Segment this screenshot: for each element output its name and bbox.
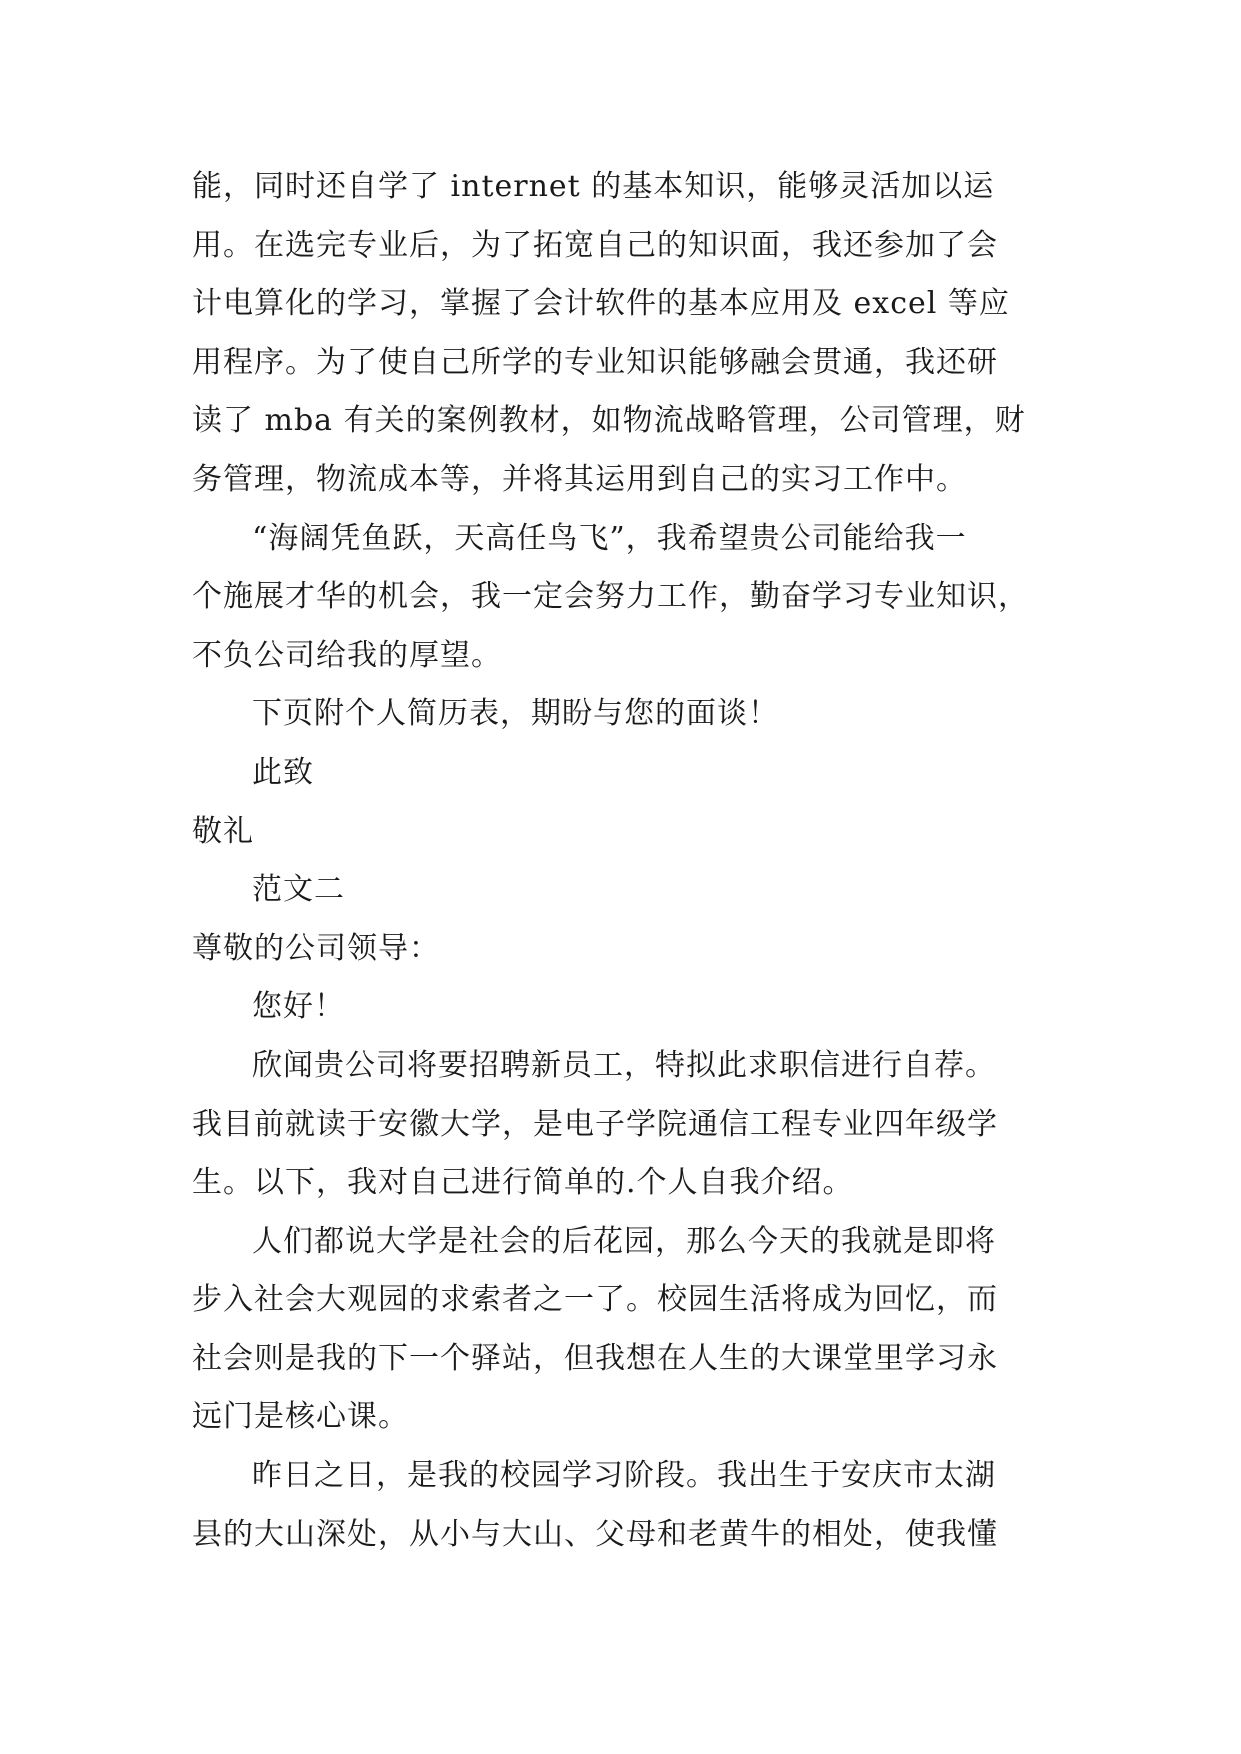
closing-salutation: 此致 bbox=[252, 754, 314, 790]
text-line: 用程序。为了使自己所学的专业知识能够融会贯通，我还研 bbox=[192, 344, 998, 380]
text-line: 计电算化的学习，掌握了会计软件的基本应用及 excel 等应 bbox=[192, 286, 1010, 322]
letter-body bbox=[192, 158, 1072, 1564]
paragraph-first-line: 欣闻贵公司将要招聘新员工，特拟此求职信进行自荐。 bbox=[252, 1047, 996, 1083]
text-line: 务管理，物流成本等，并将其运用到自己的实习工作中。 bbox=[192, 461, 967, 497]
greeting-line: 您好！ bbox=[252, 989, 345, 1025]
text-line: 步入社会大观园的求索者之一了。校园生活将成为回忆，而 bbox=[192, 1282, 998, 1318]
text-line: 能，同时还自学了 internet 的基本知识，能够灵活加以运 bbox=[192, 169, 995, 204]
text-line: 个施展才华的机会，我一定会努力工作，勤奋学习专业知识， bbox=[192, 579, 1029, 615]
letter-greeting: 尊敬的公司领导： bbox=[192, 930, 440, 966]
text-line: 读了 mba 有关的案例教材，如物流战略管理，公司管理，财 bbox=[192, 403, 1026, 439]
paragraph-first-line: 人们都说大学是社会的后花园，那么今天的我就是即将 bbox=[252, 1223, 996, 1259]
paragraph-first-line: “海阔凭鱼跃，天高任鸟飞”，我希望贵公司能给我一 bbox=[252, 520, 967, 556]
text-line: 生。以下，我对自己进行简单的.个人自我介绍。 bbox=[192, 1165, 854, 1201]
text-line: 远门是核心课。 bbox=[192, 1399, 409, 1435]
text-line: 社会则是我的下一个驿站，但我想在人生的大课堂里学习永 bbox=[192, 1340, 998, 1376]
closing-regards: 敬礼 bbox=[192, 813, 254, 849]
text-line: 不负公司给我的厚望。 bbox=[192, 637, 502, 673]
text-line: 用。在选完专业后，为了拓宽自己的知识面，我还参加了会 bbox=[192, 227, 998, 263]
paragraph-first-line: 昨日之日，是我的校园学习阶段。我出生于安庆市太湖 bbox=[252, 1458, 996, 1494]
sample-heading: 范文二 bbox=[252, 872, 345, 908]
text-line: 县的大山深处，从小与大山、父母和老黄牛的相处，使我懂 bbox=[192, 1516, 998, 1552]
text-line: 我目前就读于安徽大学，是电子学院通信工程专业四年级学 bbox=[192, 1106, 998, 1142]
paragraph-first-line: 下页附个人简历表，期盼与您的面谈！ bbox=[252, 696, 779, 732]
